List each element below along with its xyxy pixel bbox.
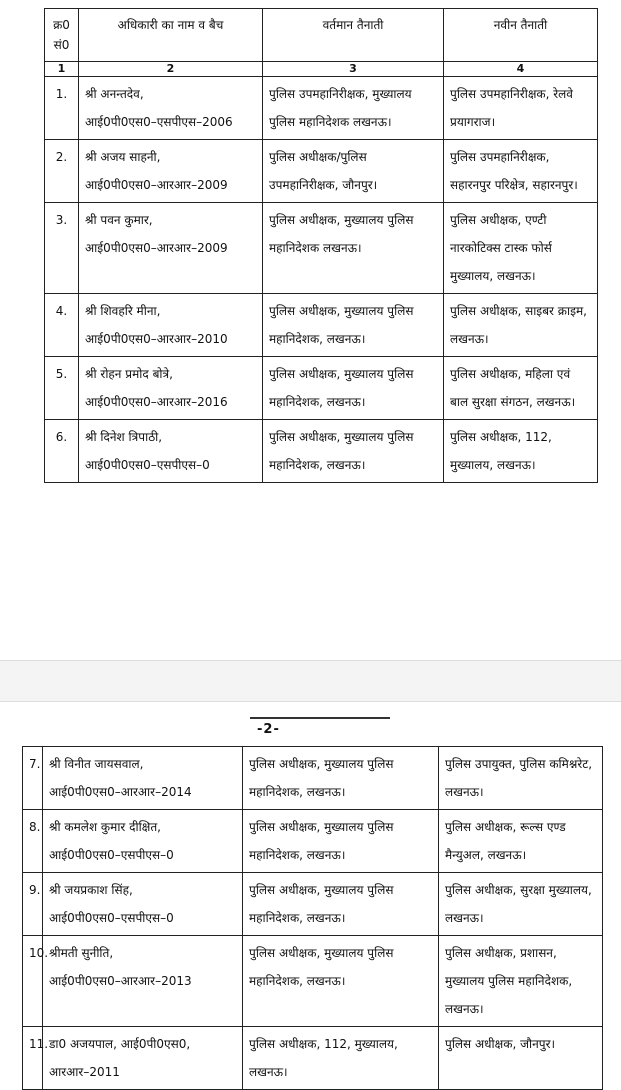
officer-name: श्री अजय साहनी, [85,150,161,164]
serial-number: 6. [45,420,79,483]
current-posting: पुलिस अधीक्षक, 112, मुख्यालय, लखनऊ। [243,1027,439,1090]
officer-cell [43,747,243,810]
officer-cell [43,1027,243,1090]
table-body-page-2 [23,747,603,1090]
index-cell: 4 [444,62,598,77]
table-row [45,294,598,357]
table-row [23,1027,603,1090]
new-posting: पुलिस उपायुक्त, पुलिस कमिश्नरेट, लखनऊ। [439,747,603,810]
table-row [45,140,598,203]
index-cell: 1 [45,62,79,77]
current-posting: पुलिस उपमहानिरीक्षक, मुख्यालय पुलिस महानिदेशक लखनऊ। [263,77,444,140]
header-new-posting: नवीन तैनाती [444,9,598,62]
table-row [23,810,603,873]
current-posting: पुलिस अधीक्षक, मुख्यालय पुलिस महानिदेशक, लखनऊ। [263,420,444,483]
officer-batch: आई0पी0एस0–आरआर–2009 [85,178,228,192]
serial-number: 7. [23,747,43,810]
current-posting: पुलिस अधीक्षक, मुख्यालय पुलिस महानिदेशक, लखनऊ। [243,936,439,1027]
officer-name: श्री रोहन प्रमोद बोत्रे, [85,367,173,381]
header-name-batch: अधिकारी का नाम व बैच [79,9,263,62]
officer-name: श्री पवन कुमार, [85,213,153,227]
page-number-rule [250,717,390,719]
officer-name: श्री कमलेश कुमार दीक्षित, [49,820,161,834]
serial-number: 1. [45,77,79,140]
index-cell: 3 [263,62,444,77]
header-current-posting: वर्तमान तैनाती [263,9,444,62]
table-body-page-1 [45,77,598,483]
officer-batch: आई0पी0एस0–आरआर–2010 [85,332,228,346]
officer-batch: आई0पी0एस0–आरआर–2016 [85,395,228,409]
officer-cell [79,294,263,357]
new-posting: पुलिस अधीक्षक, साइबर क्राइम, लखनऊ। [444,294,598,357]
new-posting: पुलिस अधीक्षक, प्रशासन, मुख्यालय पुलिस महानिदेशक, लखनऊ। [439,936,603,1027]
officer-batch: आई0पी0एस0–आरआर–2013 [49,974,192,988]
serial-number: 5. [45,357,79,420]
table-row [45,420,598,483]
officer-cell [43,810,243,873]
table-row [45,357,598,420]
serial-number: 2. [45,140,79,203]
serial-number: 10. [23,936,43,1027]
serial-number: 8. [23,810,43,873]
page-break [0,660,621,702]
officer-batch: आई0पी0एस0–एसपीएस–2006 [85,115,233,129]
officer-name: श्री दिनेश त्रिपाठी, [85,430,163,444]
new-posting: पुलिस अधीक्षक, सुरक्षा मुख्यालय, लखनऊ। [439,873,603,936]
officer-cell [79,203,263,294]
officer-batch: आई0पी0एस0–आरआर–2014 [49,785,192,799]
officer-name: श्री शिवहरि मीना, [85,304,161,318]
officer-batch: आरआर–2011 [49,1065,120,1079]
header-row [45,9,598,62]
index-cell: 2 [79,62,263,77]
new-posting: पुलिस अधीक्षक, जौनपुर। [439,1027,603,1090]
officer-cell [79,420,263,483]
officer-cell [43,936,243,1027]
officer-cell [43,873,243,936]
officer-name: डा0 अजयपाल, आई0पी0एस0, [49,1037,191,1051]
new-posting: पुलिस अधीक्षक, रूल्स एण्ड मैन्युअल, लखनऊ। [439,810,603,873]
new-posting: पुलिस अधीक्षक, एण्टी नारकोटिक्स टास्क फोर्स मुख्यालय, लखनऊ। [444,203,598,294]
table-row [45,77,598,140]
table-row [45,203,598,294]
officer-cell [79,357,263,420]
officer-batch: आई0पी0एस0–एसपीएस–0 [85,458,210,472]
table-row [23,747,603,810]
new-posting: पुलिस अधीक्षक, महिला एवं बाल सुरक्षा संगठन, लखनऊ। [444,357,598,420]
current-posting: पुलिस अधीक्षक, मुख्यालय पुलिस महानिदेशक, लखनऊ। [263,294,444,357]
current-posting: पुलिस अधीक्षक, मुख्यालय पुलिस महानिदेशक, लखनऊ। [243,873,439,936]
officer-name: श्री विनीत जायसवाल, [49,757,144,771]
serial-number: 4. [45,294,79,357]
page-number: -2- [257,722,280,737]
current-posting: पुलिस अधीक्षक, मुख्यालय पुलिस महानिदेशक लखनऊ। [263,203,444,294]
officer-batch: आई0पी0एस0–एसपीएस–0 [49,848,174,862]
current-posting: पुलिस अधीक्षक, मुख्यालय पुलिस महानिदेशक, लखनऊ। [263,357,444,420]
officer-name: श्री अनन्तदेव, [85,87,144,101]
header-serial: क्र0 सं0 [45,9,79,62]
officer-cell [79,140,263,203]
new-posting: पुलिस अधीक्षक, 112, मुख्यालय, लखनऊ। [444,420,598,483]
officer-cell [79,77,263,140]
table-row [23,936,603,1027]
table-row [23,873,603,936]
officer-batch: आई0पी0एस0–एसपीएस–0 [49,911,174,925]
transfer-table-page-2 [22,746,603,1090]
officer-name: श्री जयप्रकाश सिंह, [49,883,133,897]
new-posting: पुलिस उपमहानिरीक्षक, रेलवे प्रयागराज। [444,77,598,140]
officer-batch: आई0पी0एस0–आरआर–2009 [85,241,228,255]
current-posting: पुलिस अधीक्षक, मुख्यालय पुलिस महानिदेशक, लखनऊ। [243,747,439,810]
serial-number: 3. [45,203,79,294]
header-index-row [45,62,598,77]
current-posting: पुलिस अधीक्षक, मुख्यालय पुलिस महानिदेशक, लखनऊ। [243,810,439,873]
transfer-table-page-1 [44,8,598,483]
current-posting: पुलिस अधीक्षक/पुलिस उपमहानिरीक्षक, जौनपुर। [263,140,444,203]
serial-number: 9. [23,873,43,936]
serial-number: 11. [23,1027,43,1090]
new-posting: पुलिस उपमहानिरीक्षक, सहारनपुर परिक्षेत्र, सहारनपुर। [444,140,598,203]
officer-name: श्रीमती सुनीति, [49,946,114,960]
